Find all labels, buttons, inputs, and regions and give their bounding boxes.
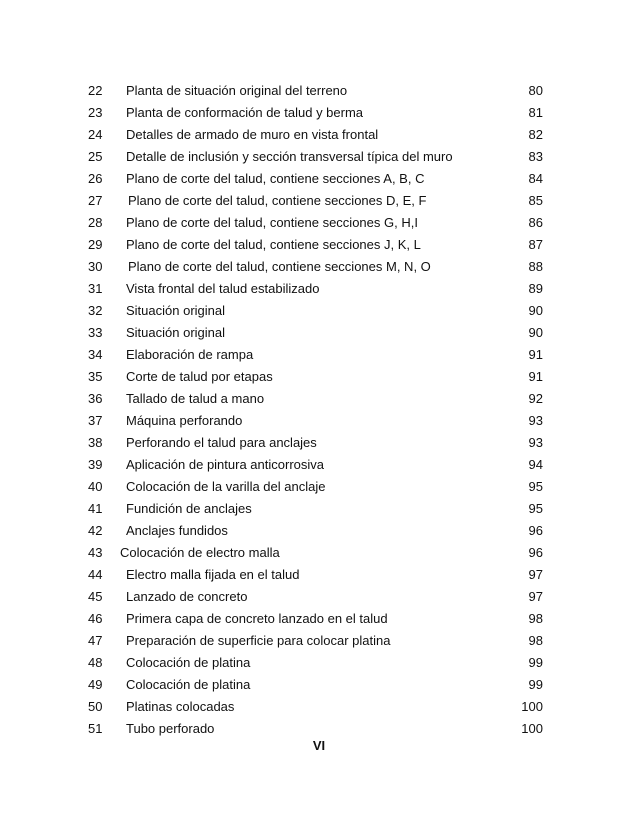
toc-entry <box>0 542 638 564</box>
entry-page: 97 <box>528 567 543 582</box>
entry-page: 82 <box>528 127 543 142</box>
entry-number: 33 <box>88 325 103 340</box>
entry-title: Detalle de inclusión y sección transversal típica del muro <box>126 149 453 164</box>
entry-title: Colocación de la varilla del anclaje <box>126 479 326 494</box>
entry-title: Corte de talud por etapas <box>126 369 273 384</box>
toc-entry <box>0 344 638 366</box>
entry-page: 84 <box>528 171 543 186</box>
entry-page: 89 <box>528 281 543 296</box>
entry-title: Situación original <box>126 303 226 318</box>
entry-number: 29 <box>88 237 103 252</box>
entry-number: 39 <box>88 457 103 472</box>
entry-number: 45 <box>88 589 103 604</box>
entry-title: Planta de conformación de talud y berma <box>126 105 364 120</box>
toc-entry <box>0 432 638 454</box>
entry-title: Plano de corte del talud, contiene secciones M, N, O <box>128 259 431 274</box>
toc-entry <box>0 520 638 542</box>
entry-page: 90 <box>528 303 543 318</box>
entry-number: 34 <box>88 347 103 362</box>
toc-entry <box>0 454 638 476</box>
entry-title: Primera capa de concreto lanzado en el talud <box>126 611 388 626</box>
entry-title: Plano de corte del talud, contiene secciones D, E, F <box>128 193 427 208</box>
entry-number: 22 <box>88 83 103 98</box>
entry-page: 91 <box>528 369 543 384</box>
entry-page: 88 <box>528 259 543 274</box>
toc-entry <box>0 212 638 234</box>
entry-page: 99 <box>528 677 543 692</box>
toc-entry <box>0 498 638 520</box>
entry-page: 98 <box>528 633 543 648</box>
entry-title: Colocación de platina <box>126 655 251 670</box>
entry-title: Colocación de electro malla <box>120 545 280 560</box>
toc-entry <box>0 234 638 256</box>
toc-entry <box>0 278 638 300</box>
entry-number: 36 <box>88 391 103 406</box>
entry-number: 43 <box>88 545 103 560</box>
toc-entry <box>0 256 638 278</box>
entry-page: 90 <box>528 325 543 340</box>
entry-page: 98 <box>528 611 543 626</box>
toc-entry <box>0 410 638 432</box>
entry-page: 97 <box>528 589 543 604</box>
entry-page: 83 <box>528 149 543 164</box>
toc-entry <box>0 674 638 696</box>
entry-number: 23 <box>88 105 103 120</box>
entry-title: Platinas colocadas <box>126 699 235 714</box>
toc-entry <box>0 652 638 674</box>
entry-number: 37 <box>88 413 103 428</box>
entry-page: 80 <box>528 83 543 98</box>
entry-page: 81 <box>528 105 543 120</box>
entry-title: Detalles de armado de muro en vista frontal <box>126 127 379 142</box>
entry-number: 31 <box>88 281 103 296</box>
entry-title: Situación original <box>126 325 226 340</box>
entry-number: 28 <box>88 215 103 230</box>
entry-number: 46 <box>88 611 103 626</box>
entry-number: 32 <box>88 303 103 318</box>
entry-title: Preparación de superficie para colocar platina <box>126 633 391 648</box>
entry-page: 87 <box>528 237 543 252</box>
entry-title: Fundición de anclajes <box>126 501 252 516</box>
toc-entry <box>0 586 638 608</box>
entry-title: Anclajes fundidos <box>126 523 228 538</box>
entry-title: Aplicación de pintura anticorrosiva <box>126 457 324 472</box>
toc-entry <box>0 190 638 212</box>
page-number: VI <box>312 738 326 753</box>
toc-entry <box>0 564 638 586</box>
entry-title: Colocación de platina <box>126 677 251 692</box>
toc-entry <box>0 696 638 718</box>
entry-title: Vista frontal del talud estabilizado <box>126 281 320 296</box>
entry-page: 94 <box>528 457 543 472</box>
toc-entry <box>0 476 638 498</box>
entry-title: Plano de corte del talud, contiene secciones J, K, L <box>126 237 421 252</box>
entry-number: 50 <box>88 699 103 714</box>
toc-entry <box>0 608 638 630</box>
entry-title: Elaboración de rampa <box>126 347 254 362</box>
entry-page: 100 <box>521 721 543 736</box>
toc-entry <box>0 300 638 322</box>
entry-number: 51 <box>88 721 103 736</box>
entry-title: Plano de corte del talud, contiene secciones A, B, C <box>126 171 425 186</box>
entry-title: Lanzado de concreto <box>126 589 248 604</box>
entry-number: 48 <box>88 655 103 670</box>
entry-page: 95 <box>528 479 543 494</box>
toc-entry <box>0 80 638 102</box>
entry-number: 30 <box>88 259 103 274</box>
entry-page: 93 <box>528 413 543 428</box>
entry-page: 95 <box>528 501 543 516</box>
entry-page: 86 <box>528 215 543 230</box>
toc-entry <box>0 388 638 410</box>
entry-title: Máquina perforando <box>126 413 243 428</box>
entry-title: Planta de situación original del terreno <box>126 83 348 98</box>
entry-page: 92 <box>528 391 543 406</box>
entry-page: 96 <box>528 545 543 560</box>
toc-entry <box>0 630 638 652</box>
entry-title: Plano de corte del talud, contiene secciones G, H,I <box>126 215 418 230</box>
toc-entry <box>0 366 638 388</box>
entry-number: 44 <box>88 567 103 582</box>
toc-entry <box>0 102 638 124</box>
entry-number: 41 <box>88 501 103 516</box>
entry-number: 38 <box>88 435 103 450</box>
entry-page: 96 <box>528 523 543 538</box>
entry-number: 49 <box>88 677 103 692</box>
entry-title: Tubo perforado <box>126 721 215 736</box>
entry-title: Electro malla fijada en el talud <box>126 567 300 582</box>
table-of-figures <box>0 80 638 740</box>
entry-page: 99 <box>528 655 543 670</box>
entry-title: Perforando el talud para anclajes <box>126 435 317 450</box>
entry-number: 26 <box>88 171 103 186</box>
toc-entry <box>0 322 638 344</box>
toc-entry <box>0 124 638 146</box>
toc-entry <box>0 718 638 740</box>
entry-title: Tallado de talud a mano <box>126 391 265 406</box>
entry-page: 93 <box>528 435 543 450</box>
entry-number: 25 <box>88 149 103 164</box>
entry-number: 24 <box>88 127 103 142</box>
entry-number: 40 <box>88 479 103 494</box>
toc-entry <box>0 146 638 168</box>
entry-page: 100 <box>521 699 543 714</box>
entry-number: 35 <box>88 369 103 384</box>
entry-page: 85 <box>528 193 543 208</box>
entry-number: 27 <box>88 193 103 208</box>
entry-page: 91 <box>528 347 543 362</box>
entry-number: 47 <box>88 633 103 648</box>
toc-entry <box>0 168 638 190</box>
entry-number: 42 <box>88 523 103 538</box>
